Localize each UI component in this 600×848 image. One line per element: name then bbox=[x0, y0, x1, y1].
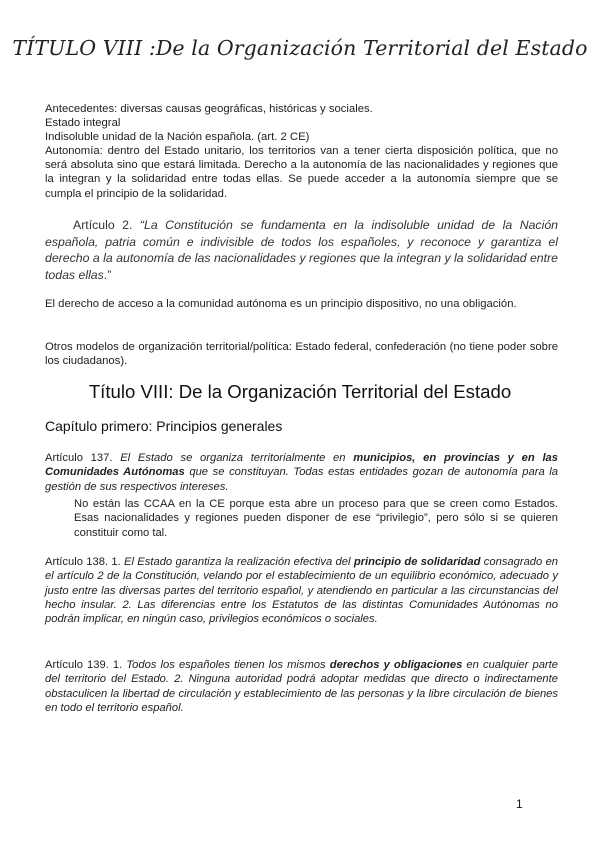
quote-lead: Artículo 2. bbox=[73, 218, 140, 232]
article-139-text: Todos los españoles tienen los mismos bbox=[126, 659, 330, 671]
article-137-note: No están las CCAA en la CE porque esta abre un proceso para que se creen como Estados. Esas nacionalidades y regiones pueden disponer de ese “privilegio”, pero sólo si se quieren constituir como tal. bbox=[74, 498, 558, 539]
article-2-quote bbox=[45, 217, 558, 283]
chapter-title: Capítulo primero: Principios generales bbox=[45, 418, 283, 434]
article-138-lead: Artículo 138. 1. bbox=[45, 556, 125, 568]
article-137-bold: municipios, en provincias y en las Comunidades Autónomas bbox=[45, 452, 558, 479]
article-137 bbox=[45, 451, 558, 494]
page-number: 1 bbox=[516, 797, 523, 811]
quote-text: “La Constitución se fundamenta en la indisoluble unidad de la Nación española, patria común e indivisible de todos los españoles, y reconoce y garantiza el derecho a la autonomía de las nacionalidades y regiones que la integran y la solidaridad entre todas ellas bbox=[45, 218, 558, 282]
intro-lines bbox=[45, 102, 558, 145]
article-139-bold: derechos y obligaciones bbox=[329, 659, 463, 671]
autonomia-paragraph: Autonomía: dentro del Estado unitario, los territorios van a tener cierta disposición política, que no será absoluta sino que estará limitada. Derecho a la autonomía de las nacionalidades y regiones que la integran y la solidaridad entre todas ellas. Se puede acceder a la autonomía siempre que se cumpla el principio de la solidaridad. bbox=[45, 145, 558, 200]
article-138 bbox=[45, 555, 558, 626]
article-137-text: El Estado se organiza territorialmente en bbox=[120, 452, 354, 464]
article-138-bold: principio de solidaridad bbox=[353, 556, 481, 568]
intro-line: Antecedentes: diversas causas geográficas, históricas y sociales. bbox=[45, 103, 373, 115]
article-139 bbox=[45, 658, 558, 715]
handwritten-title: TÍTULO VIII :De la Organización Territorial del Estado bbox=[12, 36, 588, 60]
article-138-text-2: consagrado en el artículo 2 de la Constitución, velando por el establecimiento de un equilibrio económico, adecuado y justo entre las diversas partes del territorio español, y atendiendo en particular a las circunstancias del hecho insular. 2. Las diferencias entre los Estatutos de las distintas Comunidades Autónomas no podrán implicar, en ningún caso, privilegios económicos o sociales. bbox=[45, 556, 559, 626]
derecho-paragraph: El derecho de acceso a la comunidad autónoma es un principio dispositivo, no una obligación. bbox=[45, 298, 517, 310]
article-137-text-2: que se constituyan. Todas estas entidades gozan de autonomía para la gestión de sus respectivos intereses. bbox=[45, 466, 558, 493]
otros-modelos-paragraph: Otros modelos de organización territorial/política: Estado federal, confederación (no tiene poder sobre los ciudadanos). bbox=[45, 341, 558, 368]
article-137-lead: Artículo 137. bbox=[45, 452, 121, 464]
article-138-text: El Estado garantiza la realización efectiva del bbox=[124, 556, 354, 568]
section-title: Título VIII: De la Organización Territorial del Estado bbox=[88, 381, 512, 402]
article-139-text-2: en cualquier parte del territorio del Estado. 2. Ninguna autoridad podrá adoptar medidas que directo o indirectamente obstaculicen la libertad de circulación y establecimiento de las personas y la libre circulación de bienes en todo el territorio español. bbox=[45, 659, 558, 714]
quote-end: .” bbox=[103, 267, 112, 282]
intro-line: Estado integral bbox=[45, 117, 121, 130]
article-139-lead: Artículo 139. 1. bbox=[45, 659, 127, 671]
intro-line: Indisoluble unidad de la Nación española. (art. 2 CE) bbox=[45, 131, 310, 144]
